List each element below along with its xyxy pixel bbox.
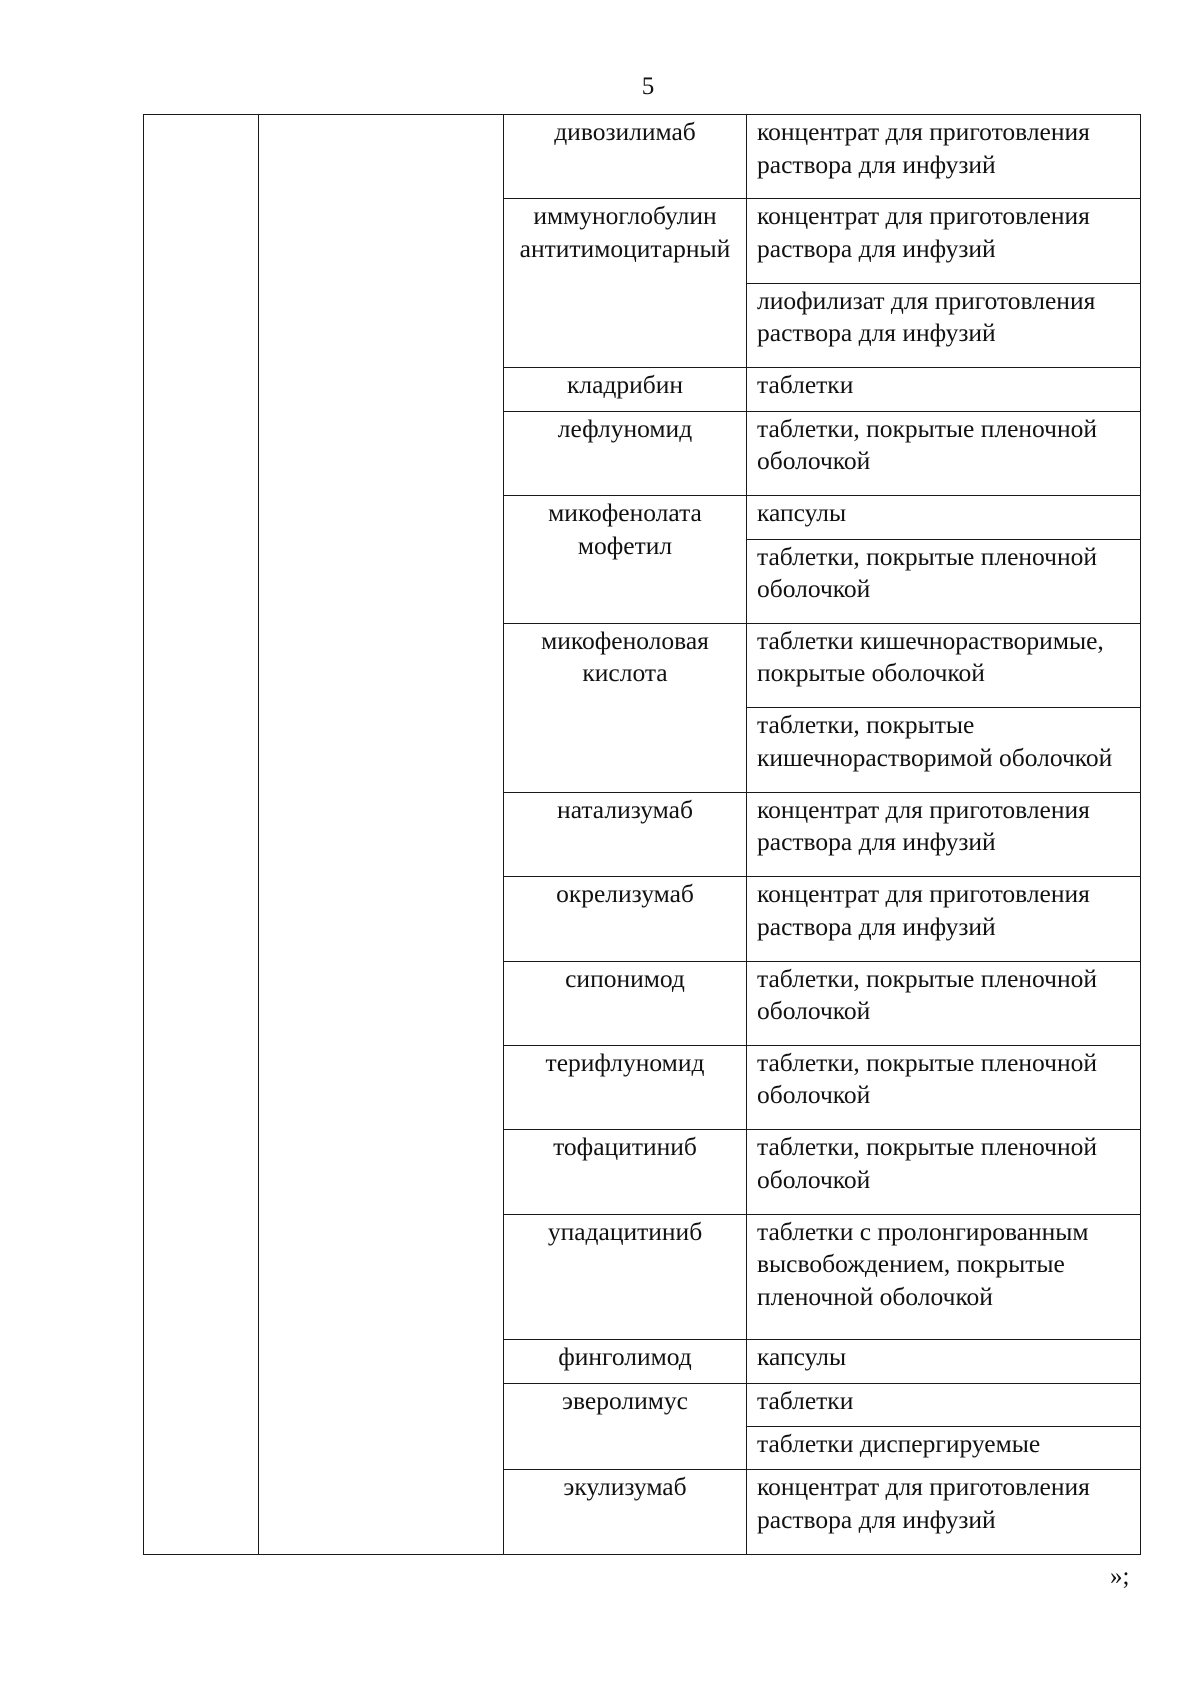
dosage-form-cell: концентрат для приготовления раствора для инфузий	[747, 1470, 1141, 1555]
dosage-form-cell: таблетки диспергируемые	[747, 1427, 1141, 1470]
dosage-form-cell: таблетки, покрытые кишечнорастворимой оболочкой	[747, 708, 1141, 792]
drug-name-cell: тофацитиниб	[504, 1130, 747, 1214]
drug-name-cell: упадацитиниб	[504, 1214, 747, 1339]
drug-name-cell: микофенолата мофетил	[504, 496, 747, 624]
dosage-form-cell: таблетки, покрытые пленочной оболочкой	[747, 411, 1141, 495]
drug-name-cell: микофеноловая кислота	[504, 623, 747, 792]
dosage-form-cell: капсулы	[747, 496, 1141, 539]
dosage-form-cell: таблетки, покрытые пленочной оболочкой	[747, 961, 1141, 1045]
dosage-form-cell: концентрат для приготовления раствора для инфузий	[747, 115, 1141, 199]
dosage-form-cell: концентрат для приготовления раствора для инфузий	[747, 792, 1141, 876]
dosage-form-cell: таблетки	[747, 368, 1141, 411]
drug-name-cell: эверолимус	[504, 1383, 747, 1470]
page-number: 5	[641, 73, 655, 100]
drug-name-cell: дивозилимаб	[504, 115, 747, 199]
drug-name-cell: лефлуномид	[504, 411, 747, 495]
closing-quote-mark: »;	[1110, 1563, 1130, 1590]
drug-name-cell: иммуноглобулин антитимоцитарный	[504, 199, 747, 368]
drug-table-body	[144, 115, 1141, 1555]
empty-column-1	[144, 115, 259, 1555]
empty-column-2	[259, 115, 504, 1555]
dosage-form-cell: концентрат для приготовления раствора для инфузий	[747, 199, 1141, 283]
drug-name-cell: экулизумаб	[504, 1470, 747, 1555]
drug-name-cell: финголимод	[504, 1340, 747, 1383]
dosage-form-cell: таблетки с пролонгированным высвобождением, покрытые пленочной оболочкой	[747, 1214, 1141, 1339]
drug-name-cell: кладрибин	[504, 368, 747, 411]
drug-name-cell: натализумаб	[504, 792, 747, 876]
dosage-form-cell: таблетки, покрытые пленочной оболочкой	[747, 539, 1141, 623]
dosage-form-cell: таблетки кишечнорастворимые, покрытые оболочкой	[747, 623, 1141, 707]
dosage-form-cell: концентрат для приготовления раствора для инфузий	[747, 877, 1141, 961]
dosage-form-cell: таблетки, покрытые пленочной оболочкой	[747, 1045, 1141, 1129]
drug-name-cell: терифлуномид	[504, 1045, 747, 1129]
drug-name-cell: окрелизумаб	[504, 877, 747, 961]
dosage-form-cell: капсулы	[747, 1340, 1141, 1383]
table-row	[144, 115, 1141, 199]
dosage-form-cell: таблетки	[747, 1383, 1141, 1426]
dosage-form-cell: лиофилизат для приготовления раствора для инфузий	[747, 283, 1141, 367]
drug-table	[143, 114, 1141, 1555]
dosage-form-cell: таблетки, покрытые пленочной оболочкой	[747, 1130, 1141, 1214]
drug-name-cell: сипонимод	[504, 961, 747, 1045]
